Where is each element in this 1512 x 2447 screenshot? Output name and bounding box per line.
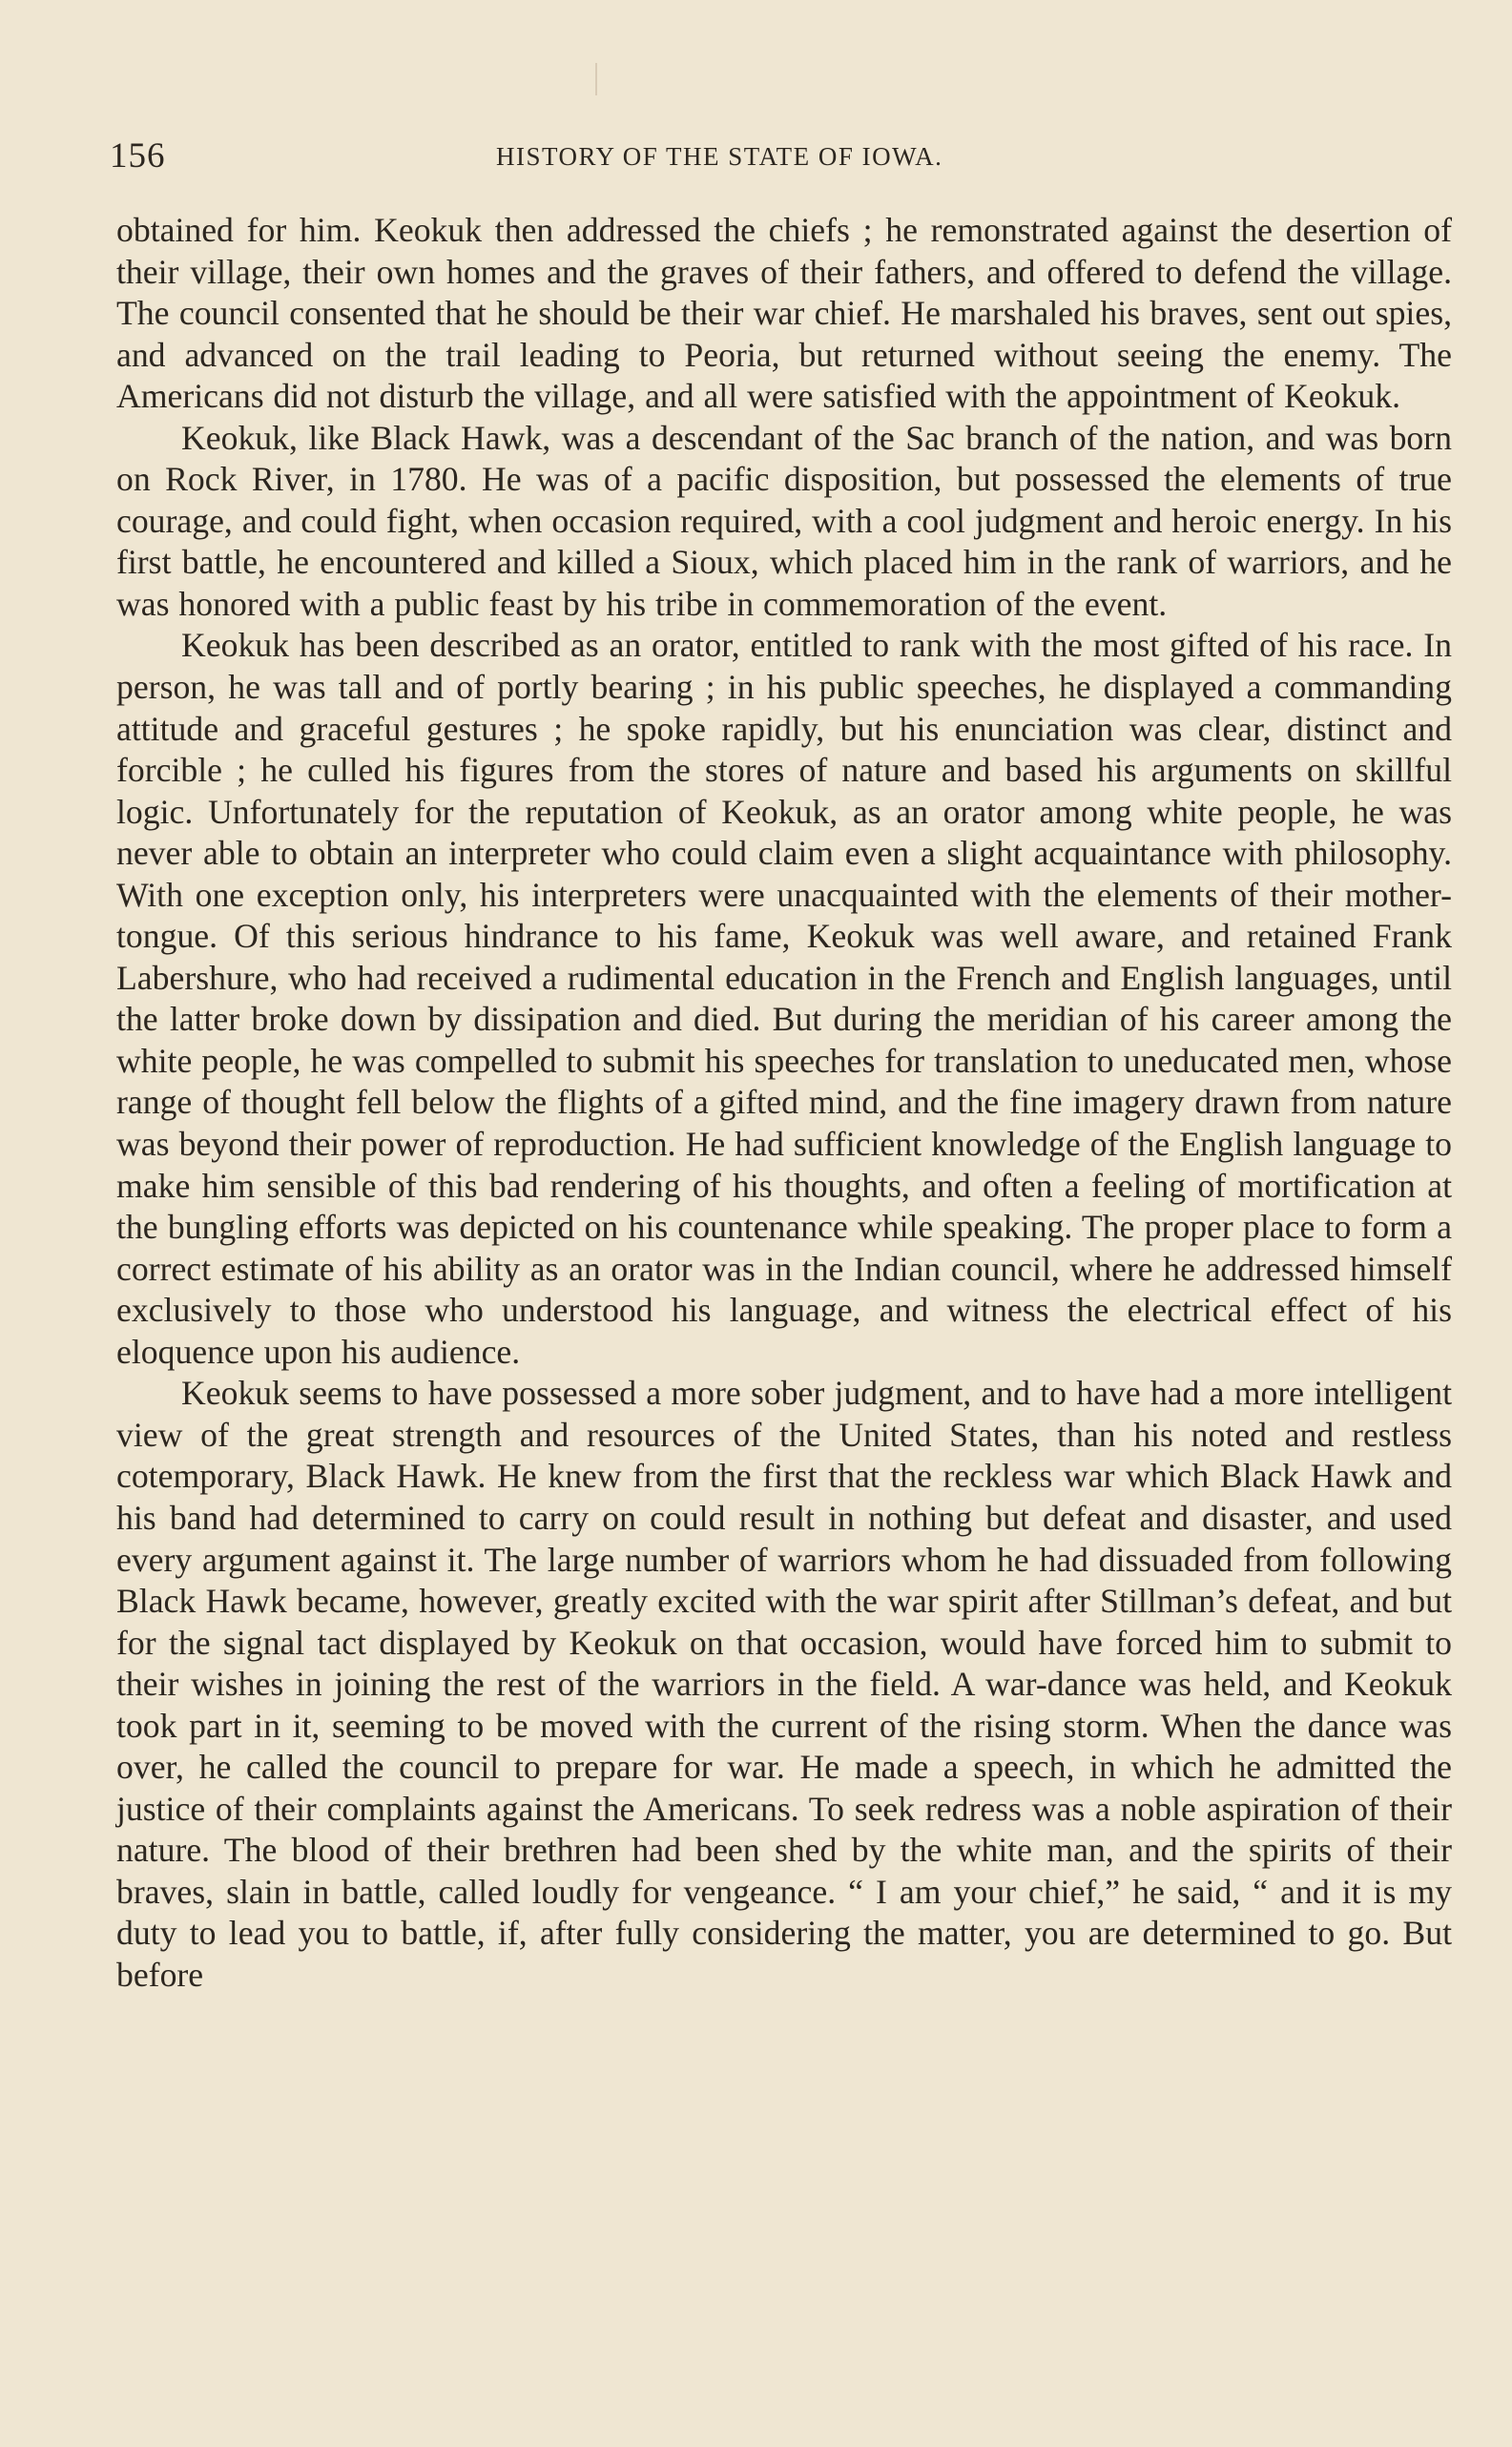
body-text [116, 210, 1452, 1997]
page-number: 156 [110, 136, 166, 176]
page-header [110, 135, 1426, 181]
scan-mark [595, 63, 597, 95]
paragraph-2: Keokuk, like Black Hawk, was a descendant of the Sac branch of the nation, and was born on Rock River, in 1780. He was of a pacific disposition, but possessed the elements of true courage, and could fight, when occasion required, with a cool judgment and heroic energy. In his first battle, he encountered and killed a Sioux, which placed him in the rank of warriors, and he was honored with a public feast by his tribe in commemoration of the event. [116, 418, 1452, 623]
paragraph-3: Keokuk has been described as an orator, entitled to rank with the most gifted of his race. In person, he was tall and of portly bearing ; in his public speeches, he displayed a commanding attitude and graceful gestures ; he spoke rapidly, but his enunciation was clear, distinct and forcible ; he culled his figures from the stores of nature and based his arguments on skillful logic. Unfortunately for the reputation of Keokuk, as an orator among white people, he was never able to obtain an interpreter who could claim even a slight acquaintance with philosophy. With one exception only, his interpreters were unacquainted with the elements of their mother-tongue. Of this serious hindrance to his fame, Keokuk was well aware, and retained Frank Labershure, who had received a rudimental education in the French and English languages, until the latter broke down by dissipation and died. But during the meridian of his career among the white people, he was compelled to submit his speeches for translation to uneducated men, whose range of thought fell below the flights of a gifted mind, and the fine imagery drawn from nature was beyond their power of reproduction. He had sufficient knowledge of the English language to make him sensible of this bad rendering of his thoughts, and often a feeling of mortification at the bungling efforts was depicted on his countenance while speaking. The proper place to form a correct estimate of his ability as an orator was in the Indian council, where he addressed himself exclusively to those who understood his language, and witness the electrical effect of his eloquence upon his audience. [116, 626, 1452, 1371]
paragraph-4: Keokuk seems to have possessed a more sober judgment, and to have had a more intelligent view of the great strength and resources of the United States, than his noted and restless cotemporary, Black Hawk. He knew from the first that the reckless war which Black Hawk and his band had determined to carry on could result in nothing but defeat and disaster, and used every argument against it. The large number of warriors whom he had dissuaded from following Black Hawk became, however, greatly excited with the war spirit after Stillman’s defeat, and but for the signal tact displayed by Keokuk on that occasion, would have forced him to submit to their wishes in joining the rest of the warriors in the field. A war-dance was held, and Keokuk took part in it, seeming to be moved with the current of the rising storm. When the dance was over, he called the council to prepare for war. He made a speech, in which he admitted the justice of their complaints against the Americans. To seek redress was a noble aspiration of their nature. The blood of their brethren had been shed by the white man, and the spirits of their braves, slain in battle, called loudly for vengeance. “ I am your chief,” he said, “ and it is my duty to lead you to battle, if, after fully considering the matter, you are determined to go. But before [116, 1374, 1452, 1994]
paragraph-1: obtained for him. Keokuk then addressed the chiefs ; he remonstrated against the desertion of their village, their own homes and the graves of their fathers, and offered to defend the village. The council consented that he should be their war chief. He marshaled his braves, sent out spies, and advanced on the trail leading to Peoria, but returned without seeing the enemy. The Americans did not disturb the village, and all were satisfied with the appointment of Keokuk. [116, 211, 1452, 416]
running-title: HISTORY OF THE STATE OF IOWA. [496, 142, 943, 171]
